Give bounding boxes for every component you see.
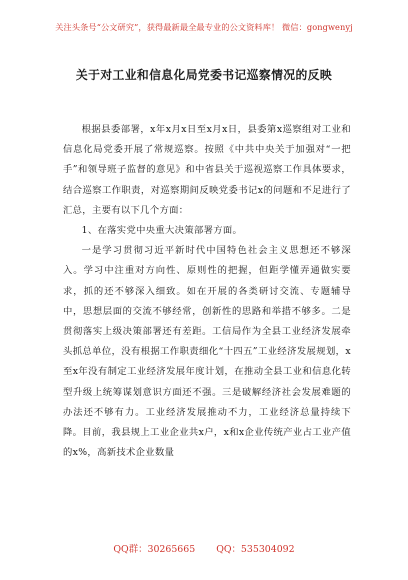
section-heading: 1、在落实党中央重大决策部署方面。 — [81, 225, 243, 237]
intro-paragraph: 根据县委部署，x年x月x日至x月x日，县委第x巡察组对工业和信息化局党委开展了常规巡察。按照《中共中央关于加强对“一把手”和领导班子监督的意见》和中省县关于巡视巡察工作具体要求，结合巡察工作职责，对巡察期间反映党委书记x的问题和不足进行了汇总，主要有以下几个方面： — [63, 124, 351, 216]
footer-contact — [0, 541, 408, 555]
document-title: 关于对工业和信息化局党委书记巡察情况的反映 — [75, 68, 333, 82]
body-paragraph: 一是学习贯彻习近平新时代中国特色社会主义思想还不够深入。学习中注重对方向性、原则性的把握，但距学懂弄通做实要求，抓的还不够深入细致。如在开展的各类研讨交流、专题辅导中，思想层面的交流不够经常，创新性的思路和举措不够多。二是贯彻落实上级决策部署还有差距。工信局作为全县工业经济发展牵头抓总单位，没有根据工作职责细化“十四五”工业经济发展规划，x至x年没有制定工业经济发展年度计划，在推动全县工业和信息化转型升级上统筹谋划意识方面还不强。三是破解经济社会发展难题的办法还不够有力。工业经济发展推动不力，工业经济总量持续下降。目前，我县规上工业企业共x户，x和x企业传统产业占工业产值的x%，高新技术企业数量 — [63, 245, 351, 459]
footer-qq: QQ：535304092 — [216, 544, 295, 555]
footer-qq-group: QQ群：30265665 — [113, 544, 196, 555]
header-promo-note: 关注头条号“公文研究”，获得最新最全最专业的公文资料库！ 微信：gongwenyj — [55, 22, 353, 32]
document-body — [63, 120, 351, 463]
